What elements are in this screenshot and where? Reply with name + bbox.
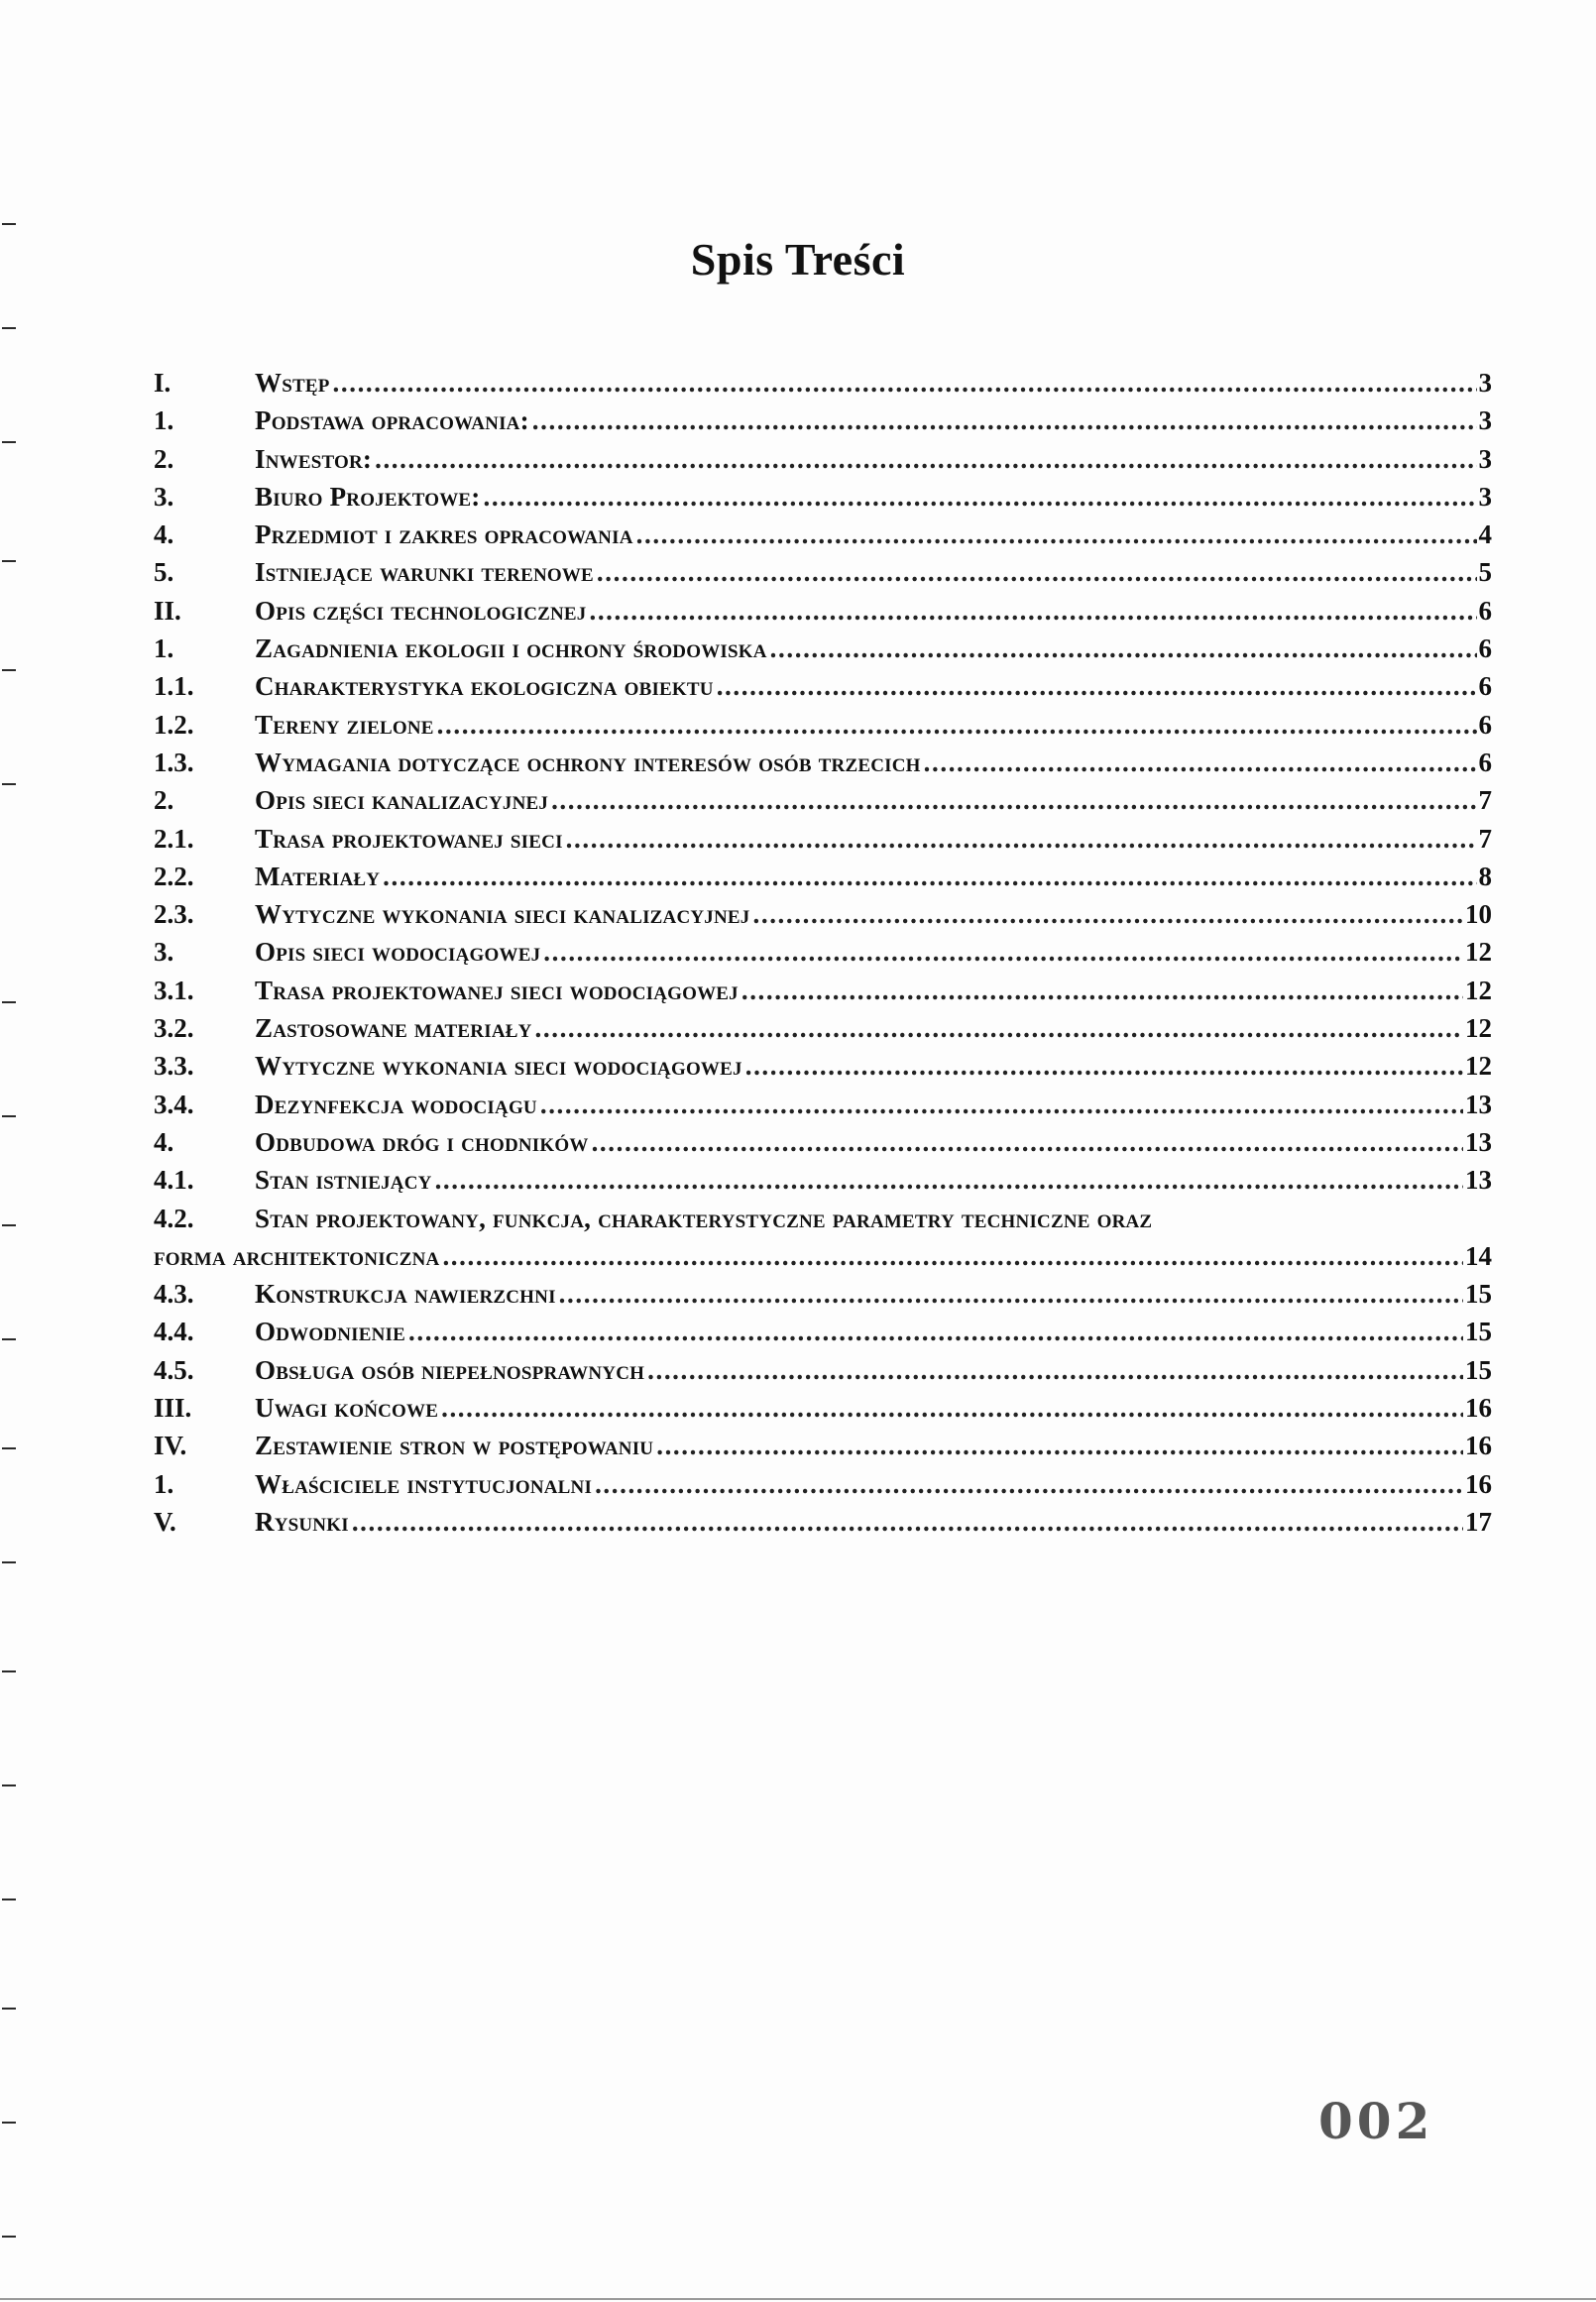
- toc-dot-leader: [741, 976, 1463, 1006]
- toc-entry-number: 2.3.: [154, 899, 194, 930]
- toc-entry: [154, 862, 1492, 899]
- toc-dot-leader: [540, 1090, 1463, 1120]
- toc-entry-title: Dezynfekcja wodociągu: [255, 1089, 537, 1119]
- toc-entry-page: 5: [1478, 557, 1492, 588]
- toc-dot-leader: [924, 748, 1477, 778]
- toc-dot-leader: [656, 1431, 1463, 1461]
- toc-dot-leader: [559, 1279, 1463, 1310]
- scan-mark: [2, 669, 16, 671]
- toc-dot-leader: [435, 1165, 1463, 1196]
- toc-entry-title: Inwestor:: [255, 443, 373, 474]
- toc-entry-title: Opis części technologicznej: [255, 595, 587, 626]
- toc-entry-number: 4.5.: [154, 1354, 194, 1385]
- toc-entry-page: 16: [1465, 1431, 1492, 1461]
- toc-entry-number: 5.: [154, 557, 174, 588]
- toc-entry: [154, 1051, 1492, 1089]
- toc-entry-title: Właściciele instytucjonalni: [255, 1468, 593, 1499]
- scan-mark: [2, 1338, 16, 1340]
- toc-dot-leader: [543, 937, 1463, 968]
- toc-dot-leader: [636, 519, 1477, 550]
- toc-entry-number: 4.2.: [154, 1203, 194, 1233]
- toc-entry-page: 6: [1478, 633, 1492, 664]
- toc-entry-title: Trasa projektowanej sieci wodociągowej: [255, 975, 739, 1005]
- toc-entry-page: 3: [1478, 481, 1492, 512]
- toc-entry: [154, 1469, 1492, 1507]
- toc-entry-page: 7: [1478, 785, 1492, 816]
- toc-entry: [154, 1127, 1492, 1165]
- toc-entry-title: Trasa projektowanej sieci: [255, 823, 563, 854]
- toc-entry-number: 4.: [154, 519, 174, 550]
- toc-entry-page: 8: [1478, 861, 1492, 891]
- toc-entry: [154, 1279, 1492, 1317]
- toc-entry-title: Obsługa osób niepełnosprawnych: [255, 1354, 645, 1385]
- toc-entry-title: Zagadnienia ekologii i ochrony środowiska: [255, 633, 767, 664]
- toc-entry-page: 15: [1465, 1354, 1492, 1385]
- toc-entry-title: Konstrukcja nawierzchni: [255, 1279, 556, 1310]
- scan-mark: [2, 1447, 16, 1449]
- toc-entry-number: 2.: [154, 443, 174, 474]
- toc-dot-leader: [437, 710, 1477, 741]
- scan-mark: [2, 1224, 16, 1226]
- toc-entry-page: 6: [1478, 595, 1492, 626]
- toc-entry-number: III.: [154, 1393, 192, 1424]
- toc-entry: [154, 482, 1492, 519]
- scan-mark: [2, 2236, 16, 2238]
- toc-entry: [154, 519, 1492, 557]
- toc-entry-page: 12: [1465, 1013, 1492, 1044]
- toc-entry-number: 4.1.: [154, 1165, 194, 1196]
- toc-entry: [154, 368, 1492, 405]
- toc-dot-leader: [375, 444, 1476, 475]
- toc-entry: [154, 1317, 1492, 1354]
- toc-entry-title: Odbudowa dróg i chodników: [255, 1126, 589, 1157]
- toc-entry-title: Tereny zielone: [255, 709, 434, 740]
- toc-entry: [154, 1013, 1492, 1051]
- toc-dot-leader: [589, 596, 1476, 627]
- toc-entry: [154, 785, 1492, 823]
- toc-entry-title: Uwagi końcowe: [255, 1393, 439, 1424]
- toc-entry-page: 6: [1478, 671, 1492, 702]
- toc-entry: [154, 1431, 1492, 1468]
- toc-entry-title: Opis sieci wodociągowej: [255, 937, 541, 968]
- toc-entry: [154, 633, 1492, 671]
- toc-dot-leader: [352, 1507, 1463, 1538]
- toc-entry-title: Podstawa opracowania:: [255, 405, 529, 436]
- toc-entry-page: 6: [1478, 747, 1492, 777]
- toc-dot-leader: [597, 557, 1477, 588]
- toc-entry-page: 12: [1465, 937, 1492, 968]
- toc-entry-title: Stan istniejący: [255, 1165, 432, 1196]
- toc-dot-leader: [770, 633, 1477, 664]
- toc-entry-number: 1.1.: [154, 671, 194, 702]
- toc-entry: [154, 937, 1492, 975]
- toc-entry-number: II.: [154, 595, 181, 626]
- toc-entry-title: Odwodnienie: [255, 1317, 405, 1347]
- toc-entry: [154, 1165, 1492, 1203]
- toc-entry-page: 4: [1478, 519, 1492, 550]
- scan-mark: [2, 1561, 16, 1563]
- scan-mark: [2, 2008, 16, 2010]
- toc-entry-page: 12: [1465, 975, 1492, 1005]
- toc-entry-page: 16: [1465, 1393, 1492, 1424]
- toc-entry-number: 3.3.: [154, 1051, 194, 1082]
- toc-entry-page: 13: [1465, 1089, 1492, 1119]
- toc-entry-title: Wstęp: [255, 368, 330, 398]
- toc-dot-leader: [408, 1317, 1463, 1347]
- toc-dot-leader: [595, 1469, 1463, 1500]
- toc-entry: [154, 1204, 1492, 1241]
- toc-entry: [154, 899, 1492, 937]
- toc-entry-page: 3: [1478, 368, 1492, 398]
- toc-entry-page: 12: [1465, 1051, 1492, 1082]
- toc-entry-title: Stan projektowany, funkcja, charakterystyczne parametry techniczne oraz: [255, 1203, 1153, 1233]
- toc-entry: [154, 557, 1492, 595]
- scan-mark: [2, 1784, 16, 1786]
- toc-entry-number: 2.: [154, 785, 174, 816]
- scan-mark: [2, 1670, 16, 1672]
- toc-entry-number: 2.1.: [154, 823, 194, 854]
- toc-dot-leader: [717, 671, 1477, 702]
- toc-entry: [154, 596, 1492, 633]
- toc-entry-title: Wytyczne wykonania sieci kanalizacyjnej: [255, 899, 750, 930]
- scan-mark: [2, 1115, 16, 1117]
- toc-entry-number: 3.: [154, 481, 174, 512]
- toc-dot-leader: [441, 1393, 1463, 1424]
- scan-mark: [2, 1899, 16, 1900]
- toc-entry-title: Biuro Projektowe:: [255, 481, 481, 512]
- toc-entry-page: 14: [1465, 1240, 1492, 1271]
- toc-entry-number: 3.1.: [154, 975, 194, 1005]
- toc-entry-page: 10: [1465, 899, 1492, 930]
- page-title: Spis Treści: [690, 234, 906, 285]
- toc-entry-page: 13: [1465, 1126, 1492, 1157]
- scan-bottom-edge: [0, 2298, 1596, 2300]
- toc-entry: [154, 1355, 1492, 1393]
- toc-entry-number: V.: [154, 1506, 176, 1537]
- toc-entry-number: I.: [154, 368, 171, 398]
- toc-entry-page: 13: [1465, 1165, 1492, 1196]
- page-number-stamp: 002: [1318, 2092, 1434, 2150]
- toc-dot-leader: [442, 1241, 1463, 1272]
- toc-entry: [154, 976, 1492, 1013]
- toc-entry-title: Zastosowane materiały: [255, 1013, 532, 1044]
- toc-entry-page: 7: [1478, 823, 1492, 854]
- toc-entry: [154, 405, 1492, 443]
- toc-entry-title: forma architektoniczna: [154, 1240, 440, 1271]
- scan-mark: [2, 560, 16, 562]
- toc-dot-leader: [484, 482, 1477, 513]
- toc-entry: [154, 1241, 1492, 1279]
- toc-entry: [154, 1507, 1492, 1545]
- toc-entry-number: 3.4.: [154, 1089, 194, 1119]
- scan-mark: [2, 327, 16, 329]
- toc-entry-number: 3.: [154, 937, 174, 968]
- toc-entry-title: Opis sieci kanalizacyjnej: [255, 785, 549, 816]
- toc-dot-leader: [333, 368, 1477, 399]
- toc-entry-number: 1.: [154, 633, 174, 664]
- scan-mark: [2, 783, 16, 785]
- toc-entry: [154, 710, 1492, 748]
- toc-entry-page: 6: [1478, 709, 1492, 740]
- toc-entry-number: 1.3.: [154, 747, 194, 777]
- toc-dot-leader: [753, 899, 1464, 930]
- toc-dot-leader: [566, 824, 1477, 855]
- toc-entry-title: Wytyczne wykonania sieci wodociągowej: [255, 1051, 742, 1082]
- toc-dot-leader: [745, 1051, 1463, 1082]
- toc-entry-title: Wymagania dotyczące ochrony interesów osób trzecich: [255, 747, 921, 777]
- scan-mark: [2, 441, 16, 443]
- toc-entry-page: 3: [1478, 405, 1492, 436]
- toc-entry-number: 1.: [154, 1468, 174, 1499]
- toc-entry: [154, 1393, 1492, 1431]
- toc-dot-leader: [647, 1355, 1463, 1386]
- toc-entry: [154, 748, 1492, 785]
- toc-entry-number: IV.: [154, 1431, 187, 1461]
- table-of-contents: [154, 368, 1492, 1545]
- toc-entry: [154, 444, 1492, 482]
- toc-dot-leader: [592, 1127, 1463, 1158]
- toc-entry-title: Przedmiot i zakres opracowania: [255, 519, 633, 550]
- toc-dot-leader: [383, 862, 1476, 892]
- toc-entry-page: 3: [1478, 443, 1492, 474]
- toc-entry-title: Rysunki: [255, 1506, 349, 1537]
- toc-entry-number: 3.2.: [154, 1013, 194, 1044]
- toc-entry: [154, 1090, 1492, 1127]
- toc-entry-page: 15: [1465, 1279, 1492, 1310]
- toc-entry-title: Charakterystyka ekologiczna obiektu: [255, 671, 714, 702]
- toc-entry-title: Zestawienie stron w postępowaniu: [255, 1431, 654, 1461]
- scan-mark: [2, 2122, 16, 2124]
- toc-dot-leader: [551, 785, 1476, 816]
- toc-entry-number: 4.4.: [154, 1317, 194, 1347]
- toc-entry-number: 4.: [154, 1126, 174, 1157]
- toc-entry: [154, 671, 1492, 709]
- toc-dot-leader: [532, 405, 1477, 436]
- toc-entry-page: 17: [1465, 1506, 1492, 1537]
- toc-entry-number: 1.2.: [154, 709, 194, 740]
- scan-mark: [2, 1001, 16, 1003]
- toc-entry-number: 1.: [154, 405, 174, 436]
- toc-entry-number: 2.2.: [154, 861, 194, 891]
- toc-entry-page: 16: [1465, 1468, 1492, 1499]
- toc-entry-number: 4.3.: [154, 1279, 194, 1310]
- toc-dot-leader: [535, 1013, 1463, 1044]
- toc-entry-page: 15: [1465, 1317, 1492, 1347]
- toc-entry-title: Istniejące warunki terenowe: [255, 557, 594, 588]
- toc-entry: [154, 824, 1492, 862]
- toc-entry-title: Materiały: [255, 861, 381, 891]
- scan-mark: [2, 223, 16, 225]
